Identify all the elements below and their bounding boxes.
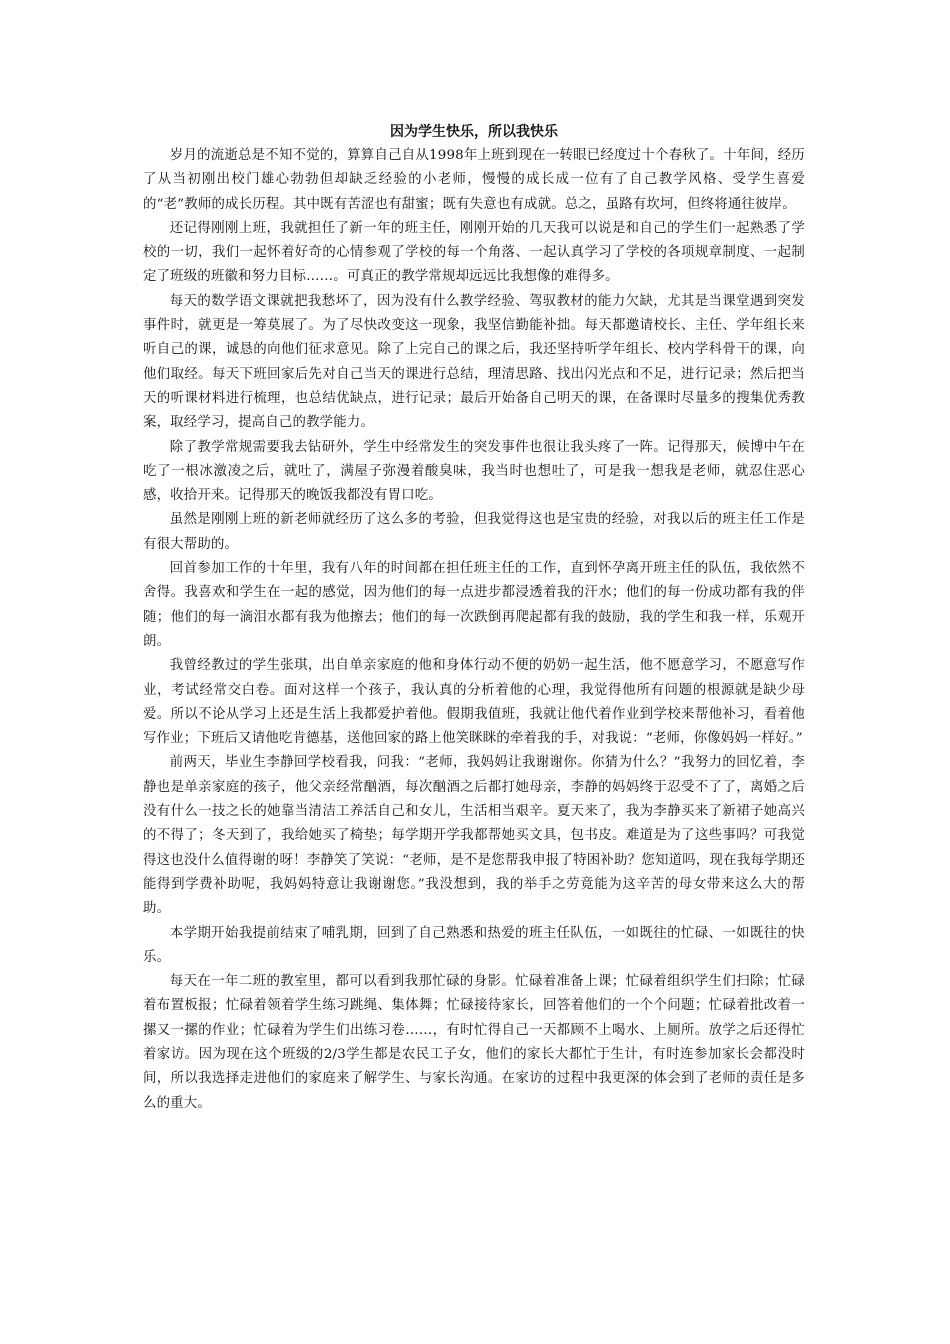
paragraph-1: 岁月的流逝总是不知不觉的，算算自己自从1998年上班到现在一转眼已经度过十个春秋了。十年间，经历了从当初刚出校门雄心勃勃但却缺乏经验的小老师，慢慢的成长成一位有了自己教学风格、受学生喜爱的“老”教师的成长历程。其中既有苦涩也有甜蜜；既有失意也有成就。总之，虽路有坎坷，但终将通往彼岸。 xyxy=(143,148,805,212)
document-page xyxy=(143,120,805,1116)
paragraph-10: 每天在一年二班的教室里，都可以看到我那忙碌的身影。忙碌着准备上课；忙碌着组织学生们扫除；忙碌着布置板报；忙碌着领着学生练习跳绳、集体舞；忙碌接待家长，回答着他们的一个个问题；忙碌着批改着一摞又一摞的作业；忙碌着为学生们出练习卷……，有时忙得自己一天都顾不上喝水、上厕所。放学之后还得忙着家访。因为现在这个班级的2/3学生都是农民工子女，他们的家长大都忙于生计，有时连参加家长会都没时间，所以我选择走进他们的家庭来了解学生、与家长沟通。在家访的过程中我更深的体会到了老师的责任是多么的重大。 xyxy=(143,974,805,1111)
paragraph-5: 虽然是刚刚上班的新老师就经历了这么多的考验，但我觉得这也是宝贵的经验，对我以后的班主任工作是有很大帮助的。 xyxy=(143,512,805,552)
document-title: 因为学生快乐，所以我快乐 xyxy=(390,124,558,140)
paragraph-2: 还记得刚刚上班，我就担任了新一年的班主任，刚刚开始的几天我可以说是和自己的学生们一起熟悉了学校的一切，我们一起怀着好奇的心情参观了学校的每一个角落、一起认真学习了学校的各项规章制度、一起制定了班级的班徽和努力目标……。可真正的教学常规却远远比我想像的难得多。 xyxy=(143,220,805,285)
paragraph-7: 我曾经教过的学生张琪，出自单亲家庭的他和身体行动不便的奶奶一起生活，他不愿意学习，不愿意写作业，考试经常交白卷。面对这样一个孩子，我认真的分析着他的心理，我觉得他所有问题的根源就是缺少母爱。所以不论从学习上还是生活上我都爱护着他。假期我值班，我就让他代着作业到学校来帮他补习，看着他写作业；下班后又请他吃肯德基，送他回家的路上他笑眯眯的牵着我的手，对我说：“老师，你像妈妈一样好。” xyxy=(143,658,805,747)
paragraph-8: 前两天，毕业生李静回学校看我，问我：“老师，我妈妈让我谢谢你。你猜为什么？”我努力的回忆着，李静也是单亲家庭的孩子，他父亲经常酗酒，每次酗酒之后都打她母亲，李静的妈妈终于忍受不了了，离婚之后没有什么一技之长的她靠当清洁工养活自己和女儿，生活相当艰辛。夏天来了，我为李静买来了新裙子她高兴的不得了；冬天到了，我给她买了椅垫；每学期开学我都帮她买文具，包书皮。难道是为了这些事吗？可我觉得这也没什么值得谢的呀！李静笑了笑说：“老师，是不是您帮我申报了特困补助？您知道吗，现在我每学期还能得到学费补助呢，我妈妈特意让我谢谢您。”我没想到，我的举手之劳竟能为这辛苦的母女带来这么大的帮助。 xyxy=(143,755,805,917)
paragraph-9: 本学期开始我提前结束了哺乳期，回到了自己熟悉和热爱的班主任队伍，一如既往的忙碌、一如既往的快乐。 xyxy=(143,925,805,965)
paragraph-3: 每天的数学语文课就把我愁坏了，因为没有什么教学经验、驾驭教材的能力欠缺，尤其是当课堂遇到突发事件时，就更是一筹莫展了。为了尽快改变这一现象，我坚信勤能补拙。每天都邀请校长、主任、学年组长来听自己的课，诚恳的向他们征求意见。除了上完自己的课之后，我还坚持听学年组长、校内学科骨干的课，向他们取经。每天下班回家后先对自己当天的课进行总结，理清思路、找出闪光点和不足，进行记录；然后把当天的听课材料进行梳理，也总结优缺点，进行记录；最后开始备自己明天的课，在备课时尽量多的搜集优秀教案，取经学习，提高自己的教学能力。 xyxy=(143,293,805,431)
paragraph-6: 回首参加工作的十年里，我有八年的时间都在担任班主任的工作，直到怀孕离开班主任的队伍，我依然不舍得。我喜欢和学生在一起的感觉，因为他们的每一点进步都浸透着我的汗水；他们的每一份成功都有我的伴随；他们的每一滴泪水都有我为他擦去；他们的每一次跌倒再爬起都有我的鼓励，我的学生和我一样，乐观开朗。 xyxy=(143,561,805,649)
paragraph-4: 除了教学常规需要我去钻研外，学生中经常发生的突发事件也很让我头疼了一阵。记得那天，候博中午在吃了一根冰激凌之后，就吐了，满屋子弥漫着酸臭味，我当时也想吐了，可是我一想我是老师，就忍住恶心感，收拾开来。记得那天的晚饭我都没有胃口吃。 xyxy=(143,439,805,504)
